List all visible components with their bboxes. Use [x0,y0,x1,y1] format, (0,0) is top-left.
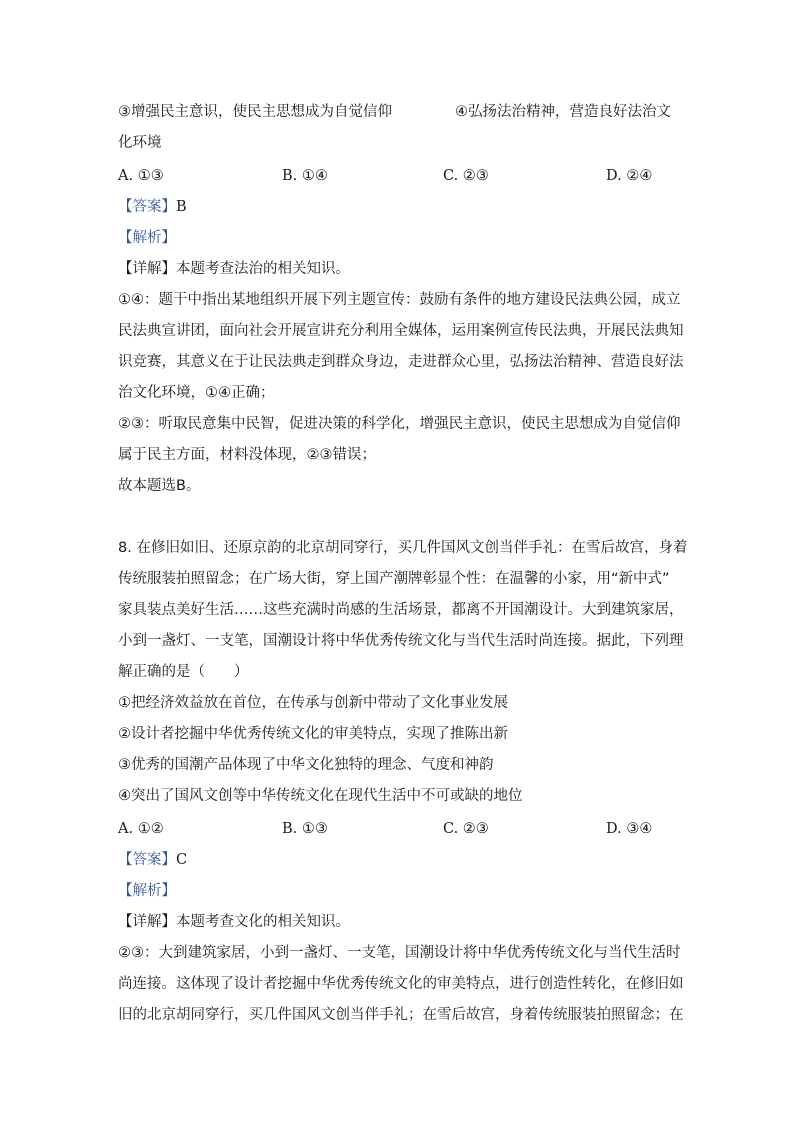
q7-option-b: B. ①④ [282,168,328,184]
q7-detail [118,259,350,279]
q8-option-d: D. ③④ [606,821,653,837]
q8-option-a: A. ①② [118,821,164,837]
q8-stem-line2: 传统服装拍照留念；在广场大街，穿上国产潮牌彰显个性：在温馨的小家，用“新中式” [118,571,670,587]
q7-exp1-line2: 民法典宣讲团，面向社会开展宣讲充分利用全媒体，运用案例宣传民法典，开展民法典知 [118,323,684,339]
q8-stem-line1: 8. 在修旧如旧、还原京韵的北京胡同穿行，买几件国风文创当伴手礼：在雪后故宫，身着 [118,540,688,556]
q8-exp1-line3: 旧的北京胡同穿行，买几件国风文创当伴手礼；在雪后故宫，身着传统服装拍照留念；在 [118,1007,684,1023]
q7-exp2-line1: ②③：听取民意集中民智，促进决策的科学化，增强民主意识，使民主思想成为自觉信仰 [118,416,681,432]
q8-detail [118,912,350,932]
q7-statement-3: ③增强民主意识，使民主思想成为自觉信仰 [118,104,392,120]
q8-statement-4: ④突出了国风文创等中华传统文化在现代生活中不可或缺的地位 [118,788,523,804]
q7-conclusion: 故本题选B。 [118,478,201,494]
detail-tag: 【详解】 [118,261,176,277]
q7-exp2-line2: 属于民主方面，材料没体现，②③错误； [118,447,376,463]
q8-exp1-line2: 尚连接。这体现了设计者挖掘中华优秀传统文化的审美特点，进行创造性转化，在修旧如 [118,976,684,992]
answer-tag: 【答案】 [118,852,176,868]
answer-tag: 【答案】 [118,199,176,215]
q8-stem-line3: 家具装点美好生活……这些充满时尚感的生活场景，都离不开国潮设计。大到建筑家居， [118,602,684,618]
q7-exp1-line4: 治文化环境，①④正确； [118,385,275,401]
q8-stem-line4: 小到一盏灯、一支笔，国潮设计将中华优秀传统文化与当代生活时尚连接。据此，下列理 [118,633,684,649]
q7-exp1-line1: ①④：题干中指出某地组织开展下列主题宣传：鼓励有条件的地方建设民法典公园，成立 [118,292,681,308]
q8-statement-3: ③优秀的国潮产品体现了中华文化独特的理念、气度和神韵 [118,757,494,773]
q8-answer [118,850,187,870]
q7-option-a: A. ①③ [118,168,164,184]
q7-statement-4: ④弘扬法治精神，营造良好法治文 [455,104,671,120]
q8-exp1-line1: ②③：大到建筑家居，小到一盏灯、一支笔，国潮设计将中华优秀传统文化与当代生活时 [118,945,681,961]
q7-answer [118,197,187,217]
answer-value: C [176,852,188,868]
q8-analysis-tag: 【解析】 [118,883,176,899]
q8-option-c: C. ②③ [443,821,489,837]
q8-statement-1: ①把经济效益放在首位，在传承与创新中带动了文化事业发展 [118,695,508,711]
q7-statement-4-cont: 化环境 [118,135,162,151]
q8-option-b: B. ①③ [282,821,328,837]
detail-tag: 【详解】 [118,914,176,930]
q8-stem-line5: 解正确的是（ ） [118,664,249,680]
q7-analysis-tag: 【解析】 [118,230,176,246]
q7-option-c: C. ②③ [443,168,489,184]
q7-option-d: D. ②④ [606,168,653,184]
q7-exp1-line3: 识竞赛，其意义在于让民法典走到群众身边，走进群众心里，弘扬法治精神、营造良好法 [118,354,684,370]
detail-text: 本题考查法治的相关知识。 [176,261,350,277]
answer-value: B [176,199,187,215]
detail-text: 本题考查文化的相关知识。 [176,914,350,930]
q8-statement-2: ②设计者挖掘中华优秀传统文化的审美特点，实现了推陈出新 [118,726,508,742]
